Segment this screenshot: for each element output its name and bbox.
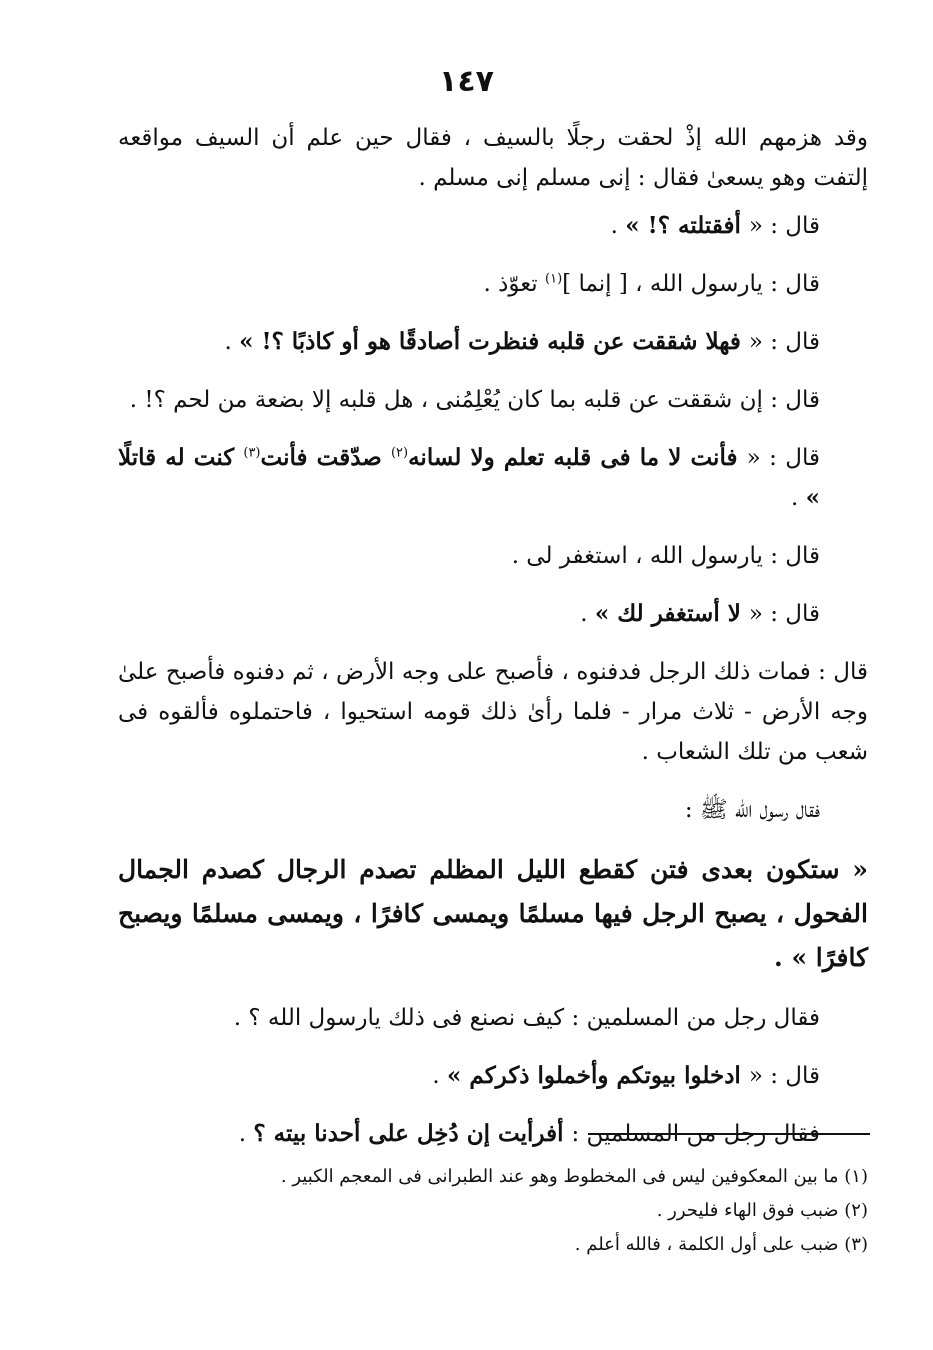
paragraph: وقد هزمهم الله إذْ لحقت رجلًا بالسيف ، فقال حين علم أن السيف مواقعه إلتفت وهو يسعىٰ فقال : إنى مسلم إنى مسلم . [118, 125, 868, 191]
footnote: (٢) ضبب فوق الهاء فليحرر . [656, 1200, 868, 1221]
footnote: (٣) ضبب على أول الكلمة ، فالله أعلم . [574, 1234, 868, 1255]
paragraph: قال : فمات ذلك الرجل فدفنوه ، فأصبح على وجه الأرض ، ثم دفنوه فأصبح علىٰ وجه الأرض - ثلاث مرار - فلما رأىٰ ذلك قومه استحيوا ، فاحتملوه فألقوه فى شعب من تلك الشعاب . [118, 659, 868, 765]
dialog-line: فقال رجل من المسلمين : أفرأيت إن دُخِل على أحدنا بيته ؟ . [238, 1120, 820, 1147]
dialog-line: قال : « فهلا شققت عن قلبه فنظرت أصادقًا هو أو كاذبًا ؟! » . [224, 328, 820, 355]
footnotes [200, 1160, 868, 1262]
footnote: (١) ما بين المعكوفين ليس فى المخطوط وهو عند الطبرانى فى المعجم الكبير . [280, 1166, 868, 1187]
footnote-marker: (٢) [390, 445, 409, 461]
dialog-line: قال : « أفقتلته ؟! » . [610, 212, 820, 239]
dialog-line: قال : يارسول الله ، [ إنما ]$^{(١)}$ تعوّذ . [483, 271, 820, 297]
dialog-line: قال : « ادخلوا بيوتكم وأخملوا ذكركم » . [432, 1062, 820, 1089]
dialog-line: قال : « فأنت لا ما فى قلبه تعلم ولا لسانه$^{(٢)}$ صدّقت فأنت$^{(٣)}$ كنت له قاتلًا » . [118, 444, 821, 511]
footnote-divider [588, 1133, 870, 1135]
page-number: ١٤٧ [439, 64, 494, 99]
dialog-line: قال : إن شققت عن قلبه بما كان يُعْلِمُنى ، هل قلبه إلا بضعة من لحم ؟! . [129, 387, 820, 413]
dialog-line: فقال رسول الله ﷺ : [684, 797, 820, 823]
dialog-line: قال : « لا أستغفر لك » . [580, 600, 820, 627]
footnote-marker: (١) [545, 271, 563, 287]
footnote-marker: (٣) [243, 445, 261, 461]
emphasized-quote: « ستكون بعدى فتن كقطع الليل المظلم تصدم الرجال كصدم الجمال الفحول ، يصبح الرجل فيها مسلمًا ويمسى كافرًا ، ويمسى مسلمًا ويصبح كافرًا » . [118, 855, 868, 972]
dialog-line: قال : يارسول الله ، استغفر لى . [511, 543, 820, 569]
main-text [118, 118, 868, 1172]
dialog-line: فقال رجل من المسلمين : كيف نصنع فى ذلك يارسول الله ؟ . [233, 1005, 820, 1031]
